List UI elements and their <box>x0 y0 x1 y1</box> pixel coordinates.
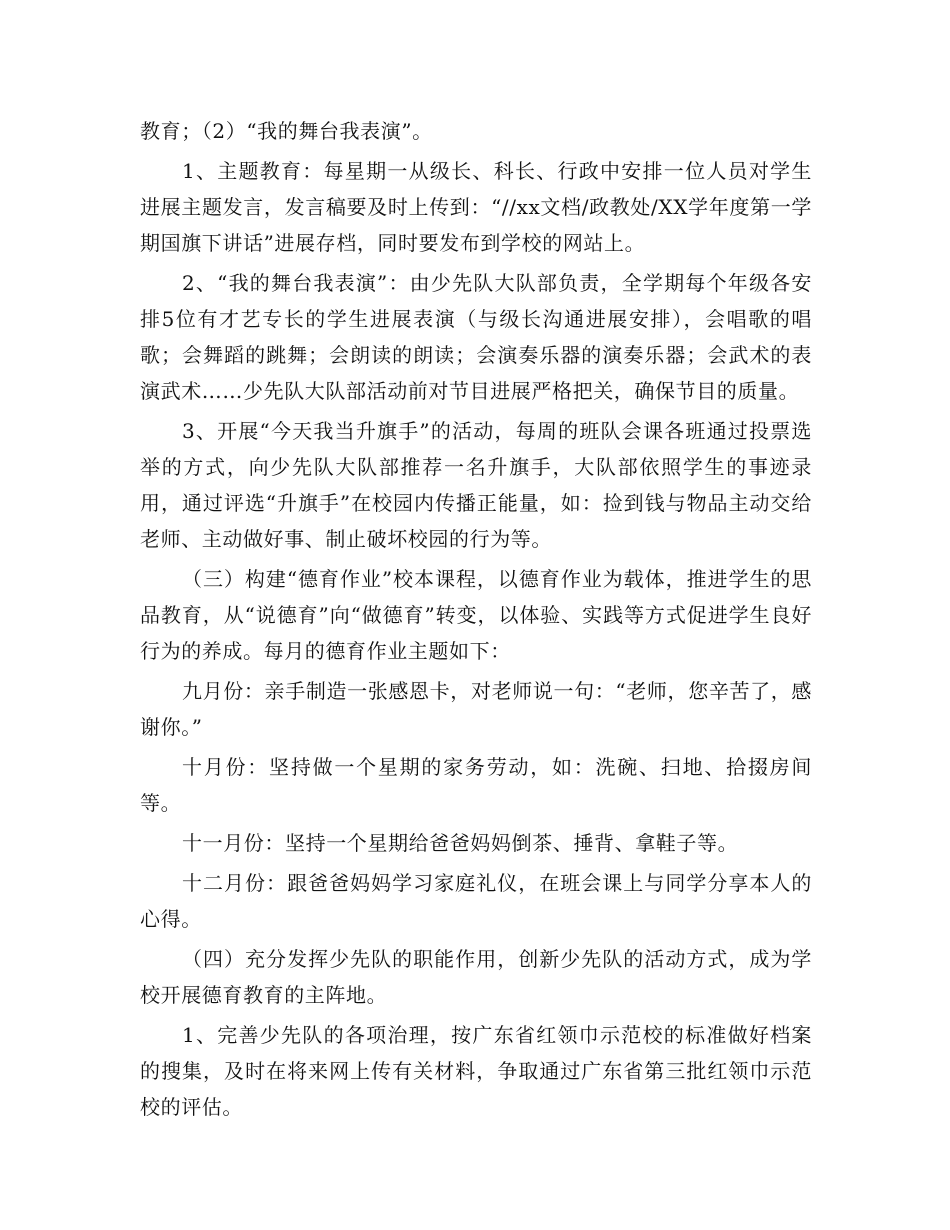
paragraph: （四）充分发挥少先队的职能作用，创新少先队的活动方式，成为学校开展德育教育的主阵地。 <box>140 947 812 1007</box>
document-body <box>140 113 812 1125</box>
paragraph: 十二月份：跟爸爸妈妈学习家庭礼仪，在班会课上与同学分享本人的心得。 <box>140 871 812 931</box>
paragraph: 十月份：坚持做一个星期的家务劳动，如：洗碗、扫地、拾掇房间等。 <box>140 755 812 815</box>
paragraph: 1、完善少先队的各项治理，按广东省红领巾示范校的标准做好档案的搜集，及时在将来网上传有关材料，争取通过广东省第三批红领巾示范校的评估。 <box>140 1023 812 1119</box>
paragraph: 教育；（2）“我的舞台我表演”。 <box>140 119 433 143</box>
paragraph: 2、“我的舞台我表演”：由少先队大队部负责，全学期每个年级各安排5位有才艺专长的学生进展表演（与级长沟通进展安排），会唱歌的唱歌；会舞蹈的跳舞；会朗读的朗读；会演奏乐器的演奏乐器；会武术的表演武术……少先队大队部活动前对节目进展严格把关，确保节目的质量。 <box>140 271 812 403</box>
paragraph: 1、主题教育：每星期一从级长、科长、行政中安排一位人员对学生进展主题发言，发言稿要及时上传到：“//xx文档/政教处/XX学年度第一学期国旗下讲话”进展存档，同时要发布到学校的网站上。 <box>140 159 812 255</box>
paragraph: 十一月份：坚持一个星期给爸爸妈妈倒茶、捶背、拿鞋子等。 <box>182 831 739 855</box>
paragraph: 九月份：亲手制造一张感恩卡，对老师说一句：“老师，您辛苦了，感谢你。” <box>140 679 812 739</box>
paragraph: 3、开展“今天我当升旗手”的活动，每周的班队会课各班通过投票选举的方式，向少先队大队部推荐一名升旗手，大队部依照学生的事迹录用，通过评选“升旗手”在校园内传播正能量，如：捡到钱与物品主动交给老师、主动做好事、制止破坏校园的行为等。 <box>140 419 812 551</box>
paragraph: （三）构建“德育作业”校本课程，以德育作业为载体，推进学生的思品教育，从“说德育”向“做德育”转变，以体验、实践等方式促进学生良好行为的养成。每月的德育作业主题如下： <box>140 567 812 663</box>
